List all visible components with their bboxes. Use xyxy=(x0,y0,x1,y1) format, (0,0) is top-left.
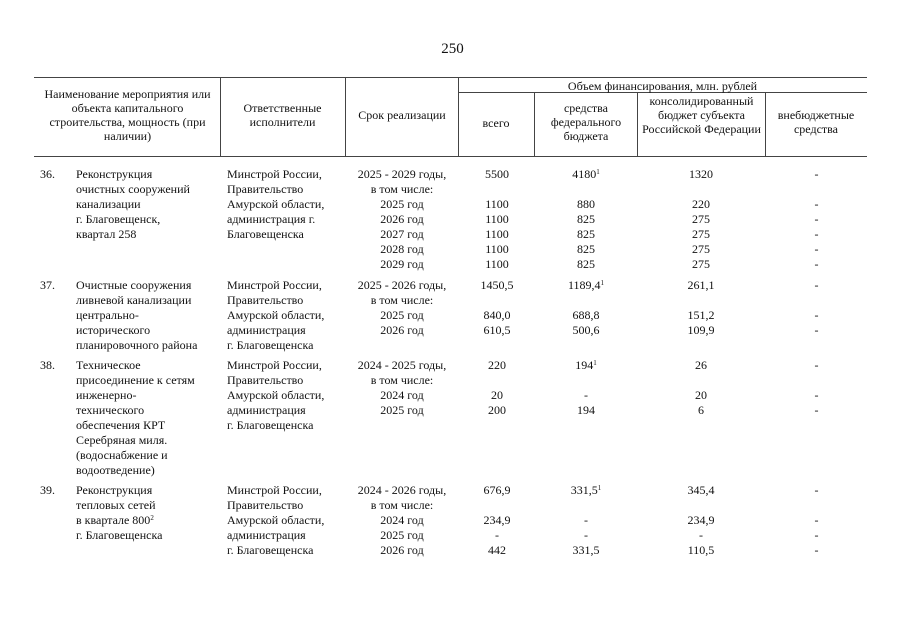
header-executors: Ответственные исполнители xyxy=(243,101,322,129)
extra-value: - xyxy=(814,242,819,256)
row-number: 38. xyxy=(40,358,55,372)
federal-value: 331,5 xyxy=(572,543,600,557)
extra-value: - xyxy=(814,212,819,226)
row-number: 37. xyxy=(40,278,55,292)
page-number: 250 xyxy=(441,41,464,57)
federal-value: 1189,4$^1$ xyxy=(567,278,605,292)
header-federal: средства федерального бюджета xyxy=(550,101,622,143)
object-name-line: г. Благовещенск, xyxy=(76,212,161,226)
executor-line: Амурской области, xyxy=(227,513,325,527)
executor-line: Амурской области, xyxy=(227,308,325,322)
federal-value: - xyxy=(584,528,588,542)
object-name-line: планировочного района xyxy=(76,338,198,352)
extra-value: - xyxy=(814,388,819,402)
footnote-marker: 1 xyxy=(597,484,602,492)
federal-value: 825 xyxy=(577,257,595,271)
period-line: в том числе: xyxy=(370,498,434,512)
object-name-line: очистных сооружений xyxy=(76,182,190,196)
executor-line: Минстрой России, xyxy=(227,167,322,181)
header-funding: Объем финансирования, млн. рублей xyxy=(567,79,758,93)
total-value: 200 xyxy=(488,403,506,417)
total-value: 840,0 xyxy=(483,308,511,322)
row-number: 36. xyxy=(40,167,55,181)
header-top-rule xyxy=(34,77,867,78)
extra-value: - xyxy=(814,528,819,542)
federal-value: 825 xyxy=(577,227,595,241)
executor-line: Правительство xyxy=(227,373,304,387)
period-line: в том числе: xyxy=(370,373,434,387)
extra-value: - xyxy=(814,227,819,241)
period-line: 2025 - 2029 годы, xyxy=(357,167,447,181)
federal-value: 500,6 xyxy=(572,323,600,337)
object-name-line: обеспечения КРТ xyxy=(76,418,166,432)
object-name-line: инженерно- xyxy=(76,388,137,402)
regional-value: 275 xyxy=(692,212,710,226)
regional-value: 261,1 xyxy=(687,278,715,292)
executor-line: администрация xyxy=(227,323,306,337)
regional-value: 234,9 xyxy=(687,513,715,527)
header-bottom-rule xyxy=(34,156,867,157)
total-value: 1450,5 xyxy=(480,278,514,292)
total-value: 676,9 xyxy=(483,483,511,497)
object-name-line: г. Благовещенска xyxy=(76,528,163,542)
object-name-line: Техническое xyxy=(76,358,141,372)
footnote-marker: 2 xyxy=(150,514,154,522)
extra-value: - xyxy=(814,323,819,337)
header-divider-6 xyxy=(765,92,766,156)
period-line: 2025 год xyxy=(380,403,424,417)
period-line: 2025 год xyxy=(380,528,424,542)
extra-value: - xyxy=(814,167,819,181)
regional-value: 345,4 xyxy=(687,483,715,497)
extra-value: - xyxy=(814,543,819,557)
executor-line: Амурской области, xyxy=(227,388,325,402)
federal-value: 4180$^1$ xyxy=(572,167,600,181)
object-name-line: в квартале $800^2$ xyxy=(76,513,154,527)
executor-line: Правительство xyxy=(227,182,304,196)
total-value: 1100 xyxy=(485,257,509,271)
object-name-line: квартал 258 xyxy=(76,227,137,241)
object-name-line: Очистные сооружения xyxy=(76,278,192,292)
header-divider-1 xyxy=(220,77,221,156)
object-name-line: исторического xyxy=(76,323,151,337)
period-line: 2026 год xyxy=(380,212,424,226)
federal-value: - xyxy=(584,388,588,402)
extra-value: - xyxy=(814,513,819,527)
period-line: 2026 год xyxy=(380,323,424,337)
executor-line: Правительство xyxy=(227,498,304,512)
total-value: - xyxy=(495,528,499,542)
regional-value: 275 xyxy=(692,227,710,241)
extra-value: - xyxy=(814,483,819,497)
total-value: 1100 xyxy=(485,242,509,256)
total-value: 610,5 xyxy=(483,323,511,337)
footnote-marker: 1 xyxy=(600,279,605,287)
executor-line: Правительство xyxy=(227,293,304,307)
object-name-line: Реконструкция xyxy=(76,483,153,497)
period-line: 2025 год xyxy=(380,308,424,322)
footnote-marker: 1 xyxy=(593,359,597,367)
regional-value: 109,9 xyxy=(687,323,715,337)
object-name-line: центрально- xyxy=(76,308,139,322)
period-line: 2025 год xyxy=(380,197,424,211)
header-divider-5 xyxy=(637,92,638,156)
object-name-line: канализации xyxy=(76,197,141,211)
executor-line: г. Благовещенска xyxy=(227,338,314,352)
executor-line: Минстрой России, xyxy=(227,278,322,292)
federal-value: 880 xyxy=(577,197,595,211)
total-value: 20 xyxy=(491,388,503,402)
executor-line: Минстрой России, xyxy=(227,483,322,497)
period-line: в том числе: xyxy=(370,293,434,307)
total-value: 442 xyxy=(488,543,506,557)
regional-value: 275 xyxy=(692,257,710,271)
period-line: 2027 год xyxy=(380,227,424,241)
regional-value: 26 xyxy=(695,358,707,372)
extra-value: - xyxy=(814,257,819,271)
object-name-line: Реконструкция xyxy=(76,167,153,181)
period-line: 2028 год xyxy=(380,242,424,256)
executor-line: Минстрой России, xyxy=(227,358,322,372)
footnote-marker: 1 xyxy=(596,168,600,176)
federal-value: 825 xyxy=(577,242,595,256)
extra-value: - xyxy=(814,358,819,372)
executor-line: г. Благовещенска xyxy=(227,543,314,557)
regional-value: 20 xyxy=(695,388,707,402)
header-name: Наименование мероприятия или объекта капитального строительства, мощность (при наличии) xyxy=(44,87,211,143)
regional-value: 1320 xyxy=(689,167,713,181)
object-name-line: тепловых сетей xyxy=(76,498,156,512)
object-name-line: (водоснабжение и xyxy=(76,448,168,462)
regional-value: 220 xyxy=(692,197,710,211)
executor-line: Амурской области, xyxy=(227,197,325,211)
executor-line: Благовещенска xyxy=(227,227,304,241)
object-name-line: водоотведение) xyxy=(76,463,155,477)
header-period: Срок реализации xyxy=(358,108,446,122)
extra-value: - xyxy=(814,403,819,417)
period-line: 2024 год xyxy=(380,388,424,402)
total-value: 1100 xyxy=(485,197,509,211)
object-name-line: присоединение к сетям xyxy=(76,373,195,387)
federal-value: 688,8 xyxy=(572,308,600,322)
extra-value: - xyxy=(814,308,819,322)
header-divider-2 xyxy=(345,77,346,156)
federal-value: 825 xyxy=(577,212,595,226)
header-extra: внебюджетные средства xyxy=(777,108,855,136)
header-total: всего xyxy=(482,116,510,130)
row-number: 39. xyxy=(40,483,55,497)
total-value: 1100 xyxy=(485,212,509,226)
regional-value: 275 xyxy=(692,242,710,256)
regional-value: 151,2 xyxy=(687,308,715,322)
period-line: в том числе: xyxy=(370,182,434,196)
header-divider-4 xyxy=(534,92,535,156)
total-value: 1100 xyxy=(485,227,509,241)
total-value: 234,9 xyxy=(483,513,511,527)
regional-value: - xyxy=(699,528,703,542)
regional-value: 6 xyxy=(698,403,704,417)
period-line: 2024 год xyxy=(380,513,424,527)
federal-value: $194^1$ xyxy=(575,358,597,372)
period-line: 2029 год xyxy=(380,257,424,271)
header-divider-3 xyxy=(458,77,459,156)
regional-value: 110,5 xyxy=(687,543,715,557)
federal-value: 194 xyxy=(577,403,595,417)
extra-value: - xyxy=(814,278,819,292)
object-name-line: ливневой канализации xyxy=(76,293,192,307)
period-line: 2025 - 2026 годы, xyxy=(357,278,447,292)
executor-line: г. Благовещенска xyxy=(227,418,314,432)
executor-line: администрация г. xyxy=(227,212,316,226)
header-regional: консолидированный бюджет субъекта Российской Федерации xyxy=(642,94,761,136)
period-line: 2026 год xyxy=(380,543,424,557)
object-name-line: Серебряная миля. xyxy=(76,433,168,447)
period-line: 2024 - 2026 годы, xyxy=(357,483,447,497)
federal-value: - xyxy=(584,513,588,527)
executor-line: администрация xyxy=(227,528,306,542)
object-name-line: технического xyxy=(76,403,145,417)
period-line: 2024 - 2025 годы, xyxy=(357,358,447,372)
federal-value: 331,5$^1$ xyxy=(570,483,602,497)
executor-line: администрация xyxy=(227,403,306,417)
total-value: 5500 xyxy=(485,167,509,181)
total-value: 220 xyxy=(488,358,506,372)
extra-value: - xyxy=(814,197,819,211)
